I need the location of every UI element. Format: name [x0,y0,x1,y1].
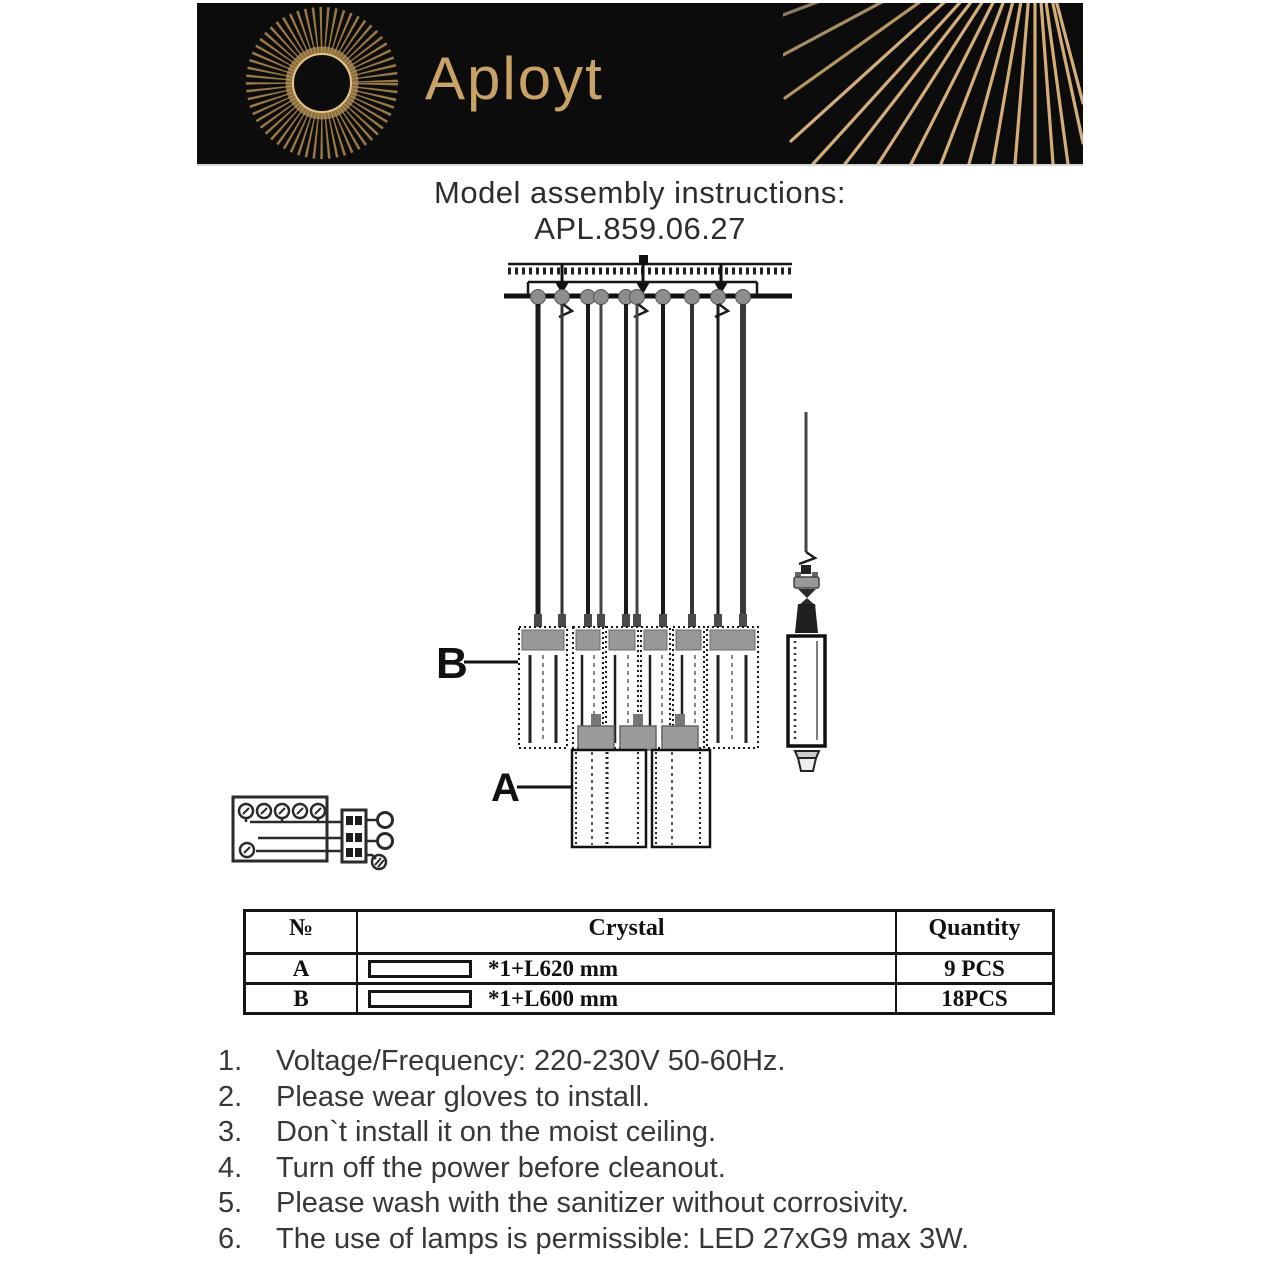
model-number: APL.859.06.27 [534,211,746,246]
row-b-number: B [246,985,358,1012]
item-number: 3. [218,1116,243,1148]
item-number: 1. [218,1045,243,1077]
pendant-exploded-view [788,412,825,771]
list-item [218,1115,1158,1151]
crystal-bar-icon [368,960,472,978]
list-item [218,1080,1158,1116]
item-number: 5. [218,1187,243,1219]
header-number: № [246,912,358,952]
row-a-quantity: 9 PCS [944,955,1005,981]
header-crystal: Crystal [358,912,897,952]
row-a-number: A [246,955,358,982]
item-text: Please wash with the sanitizer without corrosivity. [276,1187,909,1219]
canopy [504,255,792,317]
wiring-diagram [233,797,393,869]
list-item [218,1151,1158,1187]
item-number: 2. [218,1080,243,1113]
list-item [218,1186,1158,1222]
diagram-label-a: A [491,766,520,810]
table-header-row [246,912,1052,952]
row-a-crystal-cell [358,955,897,982]
diagram-label-b: B [436,639,468,688]
item-text: Turn off the power before cleanout. [276,1151,726,1184]
item-text: Don`t install it on the moist ceiling. [276,1116,717,1148]
item-text: Please wear gloves to install. [276,1080,650,1113]
list-item [218,1222,1158,1258]
item-text: The use of lamps is permissible: LED 27xG9 max 3W. [276,1222,970,1255]
list-item [218,1044,1158,1080]
item-text: Voltage/Frequency: 220-230V 50-60Hz. [276,1045,786,1077]
brand-name: Aployt [425,45,604,112]
item-number: 4. [218,1151,243,1184]
header-quantity: Quantity [928,915,1021,941]
suspension-rods [534,304,747,627]
parts-table [243,909,1055,1015]
page-title: Model assembly instructions: [434,175,846,210]
row-b-crystal-cell [358,985,897,1012]
table-row [246,982,1052,1012]
instruction-list [218,1044,1158,1257]
table-row [246,952,1052,982]
crystal-tier-a [572,714,710,847]
row-b-crystal-size: *1+L600 mm [488,985,619,1011]
item-number: 6. [218,1222,243,1255]
crystal-bar-icon [368,990,472,1008]
row-a-crystal-size: *1+L620 mm [488,955,619,981]
row-b-quantity: 18PCS [941,985,1008,1011]
